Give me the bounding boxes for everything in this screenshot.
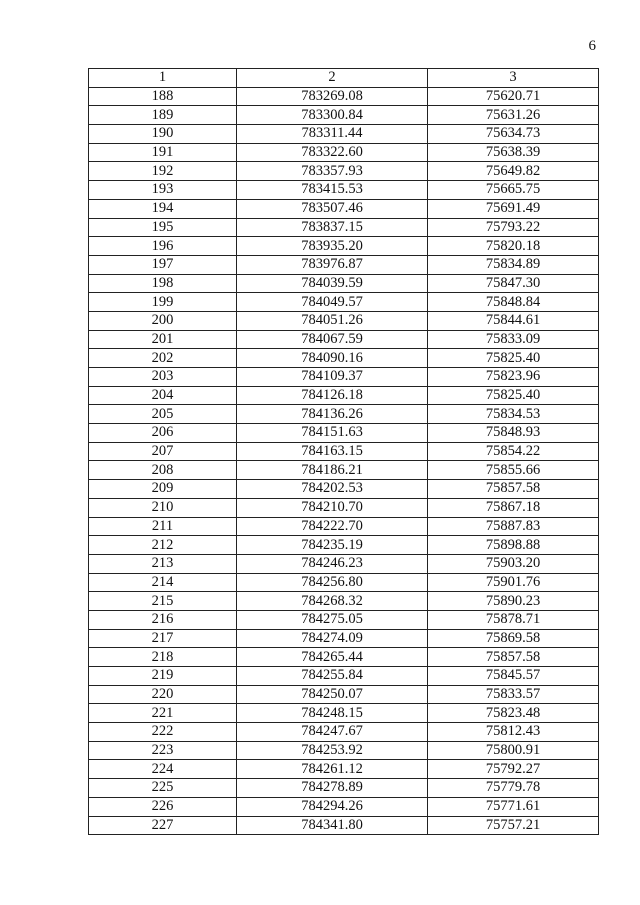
x-coordinate-cell: 784235.19: [237, 536, 428, 555]
point-number-cell: 209: [89, 480, 237, 499]
x-coordinate-cell: 784247.67: [237, 723, 428, 742]
table-row: [89, 498, 599, 517]
x-coordinate-cell: 784222.70: [237, 517, 428, 536]
x-coordinate-cell: 784261.12: [237, 760, 428, 779]
point-number-cell: 201: [89, 330, 237, 349]
y-coordinate-cell: 75834.89: [428, 255, 599, 274]
table-row: [89, 517, 599, 536]
x-coordinate-cell: 784294.26: [237, 797, 428, 816]
x-coordinate-cell: 784163.15: [237, 442, 428, 461]
point-number-cell: 189: [89, 106, 237, 125]
point-number-cell: 188: [89, 87, 237, 106]
y-coordinate-cell: 75867.18: [428, 498, 599, 517]
table-row: [89, 685, 599, 704]
x-coordinate-cell: 783300.84: [237, 106, 428, 125]
point-number-cell: 196: [89, 237, 237, 256]
table-row: [89, 181, 599, 200]
point-number-cell: 195: [89, 218, 237, 237]
point-number-cell: 191: [89, 143, 237, 162]
y-coordinate-cell: 75847.30: [428, 274, 599, 293]
table-row: [89, 386, 599, 405]
table-row: [89, 592, 599, 611]
x-coordinate-cell: 784255.84: [237, 667, 428, 686]
point-number-cell: 205: [89, 405, 237, 424]
table-row: [89, 480, 599, 499]
point-number-cell: 212: [89, 536, 237, 555]
coordinates-table: [88, 68, 599, 835]
table-row: [89, 87, 599, 106]
table-row: [89, 405, 599, 424]
point-number-cell: 200: [89, 311, 237, 330]
point-number-cell: 208: [89, 461, 237, 480]
table-row: [89, 311, 599, 330]
point-number-cell: 202: [89, 349, 237, 368]
y-coordinate-cell: 75854.22: [428, 442, 599, 461]
x-coordinate-cell: 784090.16: [237, 349, 428, 368]
y-coordinate-cell: 75649.82: [428, 162, 599, 181]
y-coordinate-cell: 75887.83: [428, 517, 599, 536]
y-coordinate-cell: 75903.20: [428, 554, 599, 573]
y-coordinate-cell: 75845.57: [428, 667, 599, 686]
x-coordinate-cell: 784051.26: [237, 311, 428, 330]
x-coordinate-cell: 784109.37: [237, 368, 428, 387]
table-row: [89, 162, 599, 181]
x-coordinate-cell: 784151.63: [237, 424, 428, 443]
point-number-cell: 210: [89, 498, 237, 517]
point-number-cell: 194: [89, 199, 237, 218]
y-coordinate-cell: 75800.91: [428, 741, 599, 760]
point-number-cell: 220: [89, 685, 237, 704]
x-coordinate-cell: 784067.59: [237, 330, 428, 349]
y-coordinate-cell: 75857.58: [428, 648, 599, 667]
column-header-3: 3: [428, 69, 599, 88]
table-row: [89, 816, 599, 835]
x-coordinate-cell: 784256.80: [237, 573, 428, 592]
y-coordinate-cell: 75825.40: [428, 349, 599, 368]
point-number-cell: 192: [89, 162, 237, 181]
x-coordinate-cell: 784265.44: [237, 648, 428, 667]
y-coordinate-cell: 75844.61: [428, 311, 599, 330]
table-row: [89, 629, 599, 648]
y-coordinate-cell: 75665.75: [428, 181, 599, 200]
table-row: [89, 368, 599, 387]
table-row: [89, 125, 599, 144]
y-coordinate-cell: 75878.71: [428, 610, 599, 629]
point-number-cell: 226: [89, 797, 237, 816]
x-coordinate-cell: 784274.09: [237, 629, 428, 648]
point-number-cell: 204: [89, 386, 237, 405]
table-row: [89, 610, 599, 629]
y-coordinate-cell: 75890.23: [428, 592, 599, 611]
point-number-cell: 227: [89, 816, 237, 835]
table-row: [89, 442, 599, 461]
x-coordinate-cell: 784136.26: [237, 405, 428, 424]
column-header-1: 1: [89, 69, 237, 88]
y-coordinate-cell: 75848.84: [428, 293, 599, 312]
point-number-cell: 222: [89, 723, 237, 742]
x-coordinate-cell: 784039.59: [237, 274, 428, 293]
point-number-cell: 203: [89, 368, 237, 387]
y-coordinate-cell: 75771.61: [428, 797, 599, 816]
x-coordinate-cell: 783322.60: [237, 143, 428, 162]
y-coordinate-cell: 75833.09: [428, 330, 599, 349]
table-row: [89, 143, 599, 162]
point-number-cell: 207: [89, 442, 237, 461]
table-row: [89, 237, 599, 256]
x-coordinate-cell: 784049.57: [237, 293, 428, 312]
x-coordinate-cell: 784250.07: [237, 685, 428, 704]
point-number-cell: 193: [89, 181, 237, 200]
table-row: [89, 536, 599, 555]
x-coordinate-cell: 784341.80: [237, 816, 428, 835]
table-row: [89, 760, 599, 779]
point-number-cell: 221: [89, 704, 237, 723]
x-coordinate-cell: 784268.32: [237, 592, 428, 611]
column-header-2: 2: [237, 69, 428, 88]
y-coordinate-cell: 75792.27: [428, 760, 599, 779]
page-number: 6: [588, 38, 596, 54]
y-coordinate-cell: 75848.93: [428, 424, 599, 443]
x-coordinate-cell: 783837.15: [237, 218, 428, 237]
y-coordinate-cell: 75793.22: [428, 218, 599, 237]
point-number-cell: 190: [89, 125, 237, 144]
y-coordinate-cell: 75634.73: [428, 125, 599, 144]
point-number-cell: 218: [89, 648, 237, 667]
point-number-cell: 216: [89, 610, 237, 629]
y-coordinate-cell: 75812.43: [428, 723, 599, 742]
table-row: [89, 330, 599, 349]
table-header-row: [89, 69, 599, 88]
x-coordinate-cell: 783415.53: [237, 181, 428, 200]
table-row: [89, 461, 599, 480]
table-row: [89, 648, 599, 667]
y-coordinate-cell: 75779.78: [428, 779, 599, 798]
table-row: [89, 218, 599, 237]
x-coordinate-cell: 784210.70: [237, 498, 428, 517]
x-coordinate-cell: 784275.05: [237, 610, 428, 629]
table-body: [89, 87, 599, 835]
x-coordinate-cell: 783269.08: [237, 87, 428, 106]
table-row: [89, 741, 599, 760]
table-row: [89, 106, 599, 125]
y-coordinate-cell: 75631.26: [428, 106, 599, 125]
point-number-cell: 224: [89, 760, 237, 779]
table-row: [89, 274, 599, 293]
x-coordinate-cell: 784246.23: [237, 554, 428, 573]
point-number-cell: 215: [89, 592, 237, 611]
point-number-cell: 211: [89, 517, 237, 536]
x-coordinate-cell: 783311.44: [237, 125, 428, 144]
x-coordinate-cell: 783935.20: [237, 237, 428, 256]
point-number-cell: 225: [89, 779, 237, 798]
y-coordinate-cell: 75820.18: [428, 237, 599, 256]
table-row: [89, 723, 599, 742]
point-number-cell: 214: [89, 573, 237, 592]
point-number-cell: 197: [89, 255, 237, 274]
point-number-cell: 213: [89, 554, 237, 573]
y-coordinate-cell: 75869.58: [428, 629, 599, 648]
y-coordinate-cell: 75898.88: [428, 536, 599, 555]
x-coordinate-cell: 784248.15: [237, 704, 428, 723]
table-row: [89, 255, 599, 274]
y-coordinate-cell: 75823.96: [428, 368, 599, 387]
y-coordinate-cell: 75691.49: [428, 199, 599, 218]
x-coordinate-cell: 783507.46: [237, 199, 428, 218]
table-row: [89, 349, 599, 368]
x-coordinate-cell: 784126.18: [237, 386, 428, 405]
point-number-cell: 199: [89, 293, 237, 312]
y-coordinate-cell: 75823.48: [428, 704, 599, 723]
table-row: [89, 424, 599, 443]
x-coordinate-cell: 784202.53: [237, 480, 428, 499]
y-coordinate-cell: 75620.71: [428, 87, 599, 106]
point-number-cell: 217: [89, 629, 237, 648]
table-row: [89, 797, 599, 816]
point-number-cell: 223: [89, 741, 237, 760]
point-number-cell: 198: [89, 274, 237, 293]
table-row: [89, 573, 599, 592]
table-row: [89, 704, 599, 723]
table-row: [89, 293, 599, 312]
x-coordinate-cell: 783357.93: [237, 162, 428, 181]
y-coordinate-cell: 75901.76: [428, 573, 599, 592]
y-coordinate-cell: 75757.21: [428, 816, 599, 835]
point-number-cell: 219: [89, 667, 237, 686]
point-number-cell: 206: [89, 424, 237, 443]
y-coordinate-cell: 75857.58: [428, 480, 599, 499]
coordinates-table-container: [88, 68, 598, 835]
y-coordinate-cell: 75638.39: [428, 143, 599, 162]
x-coordinate-cell: 784253.92: [237, 741, 428, 760]
y-coordinate-cell: 75834.53: [428, 405, 599, 424]
x-coordinate-cell: 784278.89: [237, 779, 428, 798]
table-row: [89, 667, 599, 686]
y-coordinate-cell: 75825.40: [428, 386, 599, 405]
y-coordinate-cell: 75833.57: [428, 685, 599, 704]
table-row: [89, 199, 599, 218]
table-row: [89, 554, 599, 573]
x-coordinate-cell: 783976.87: [237, 255, 428, 274]
y-coordinate-cell: 75855.66: [428, 461, 599, 480]
x-coordinate-cell: 784186.21: [237, 461, 428, 480]
table-row: [89, 779, 599, 798]
